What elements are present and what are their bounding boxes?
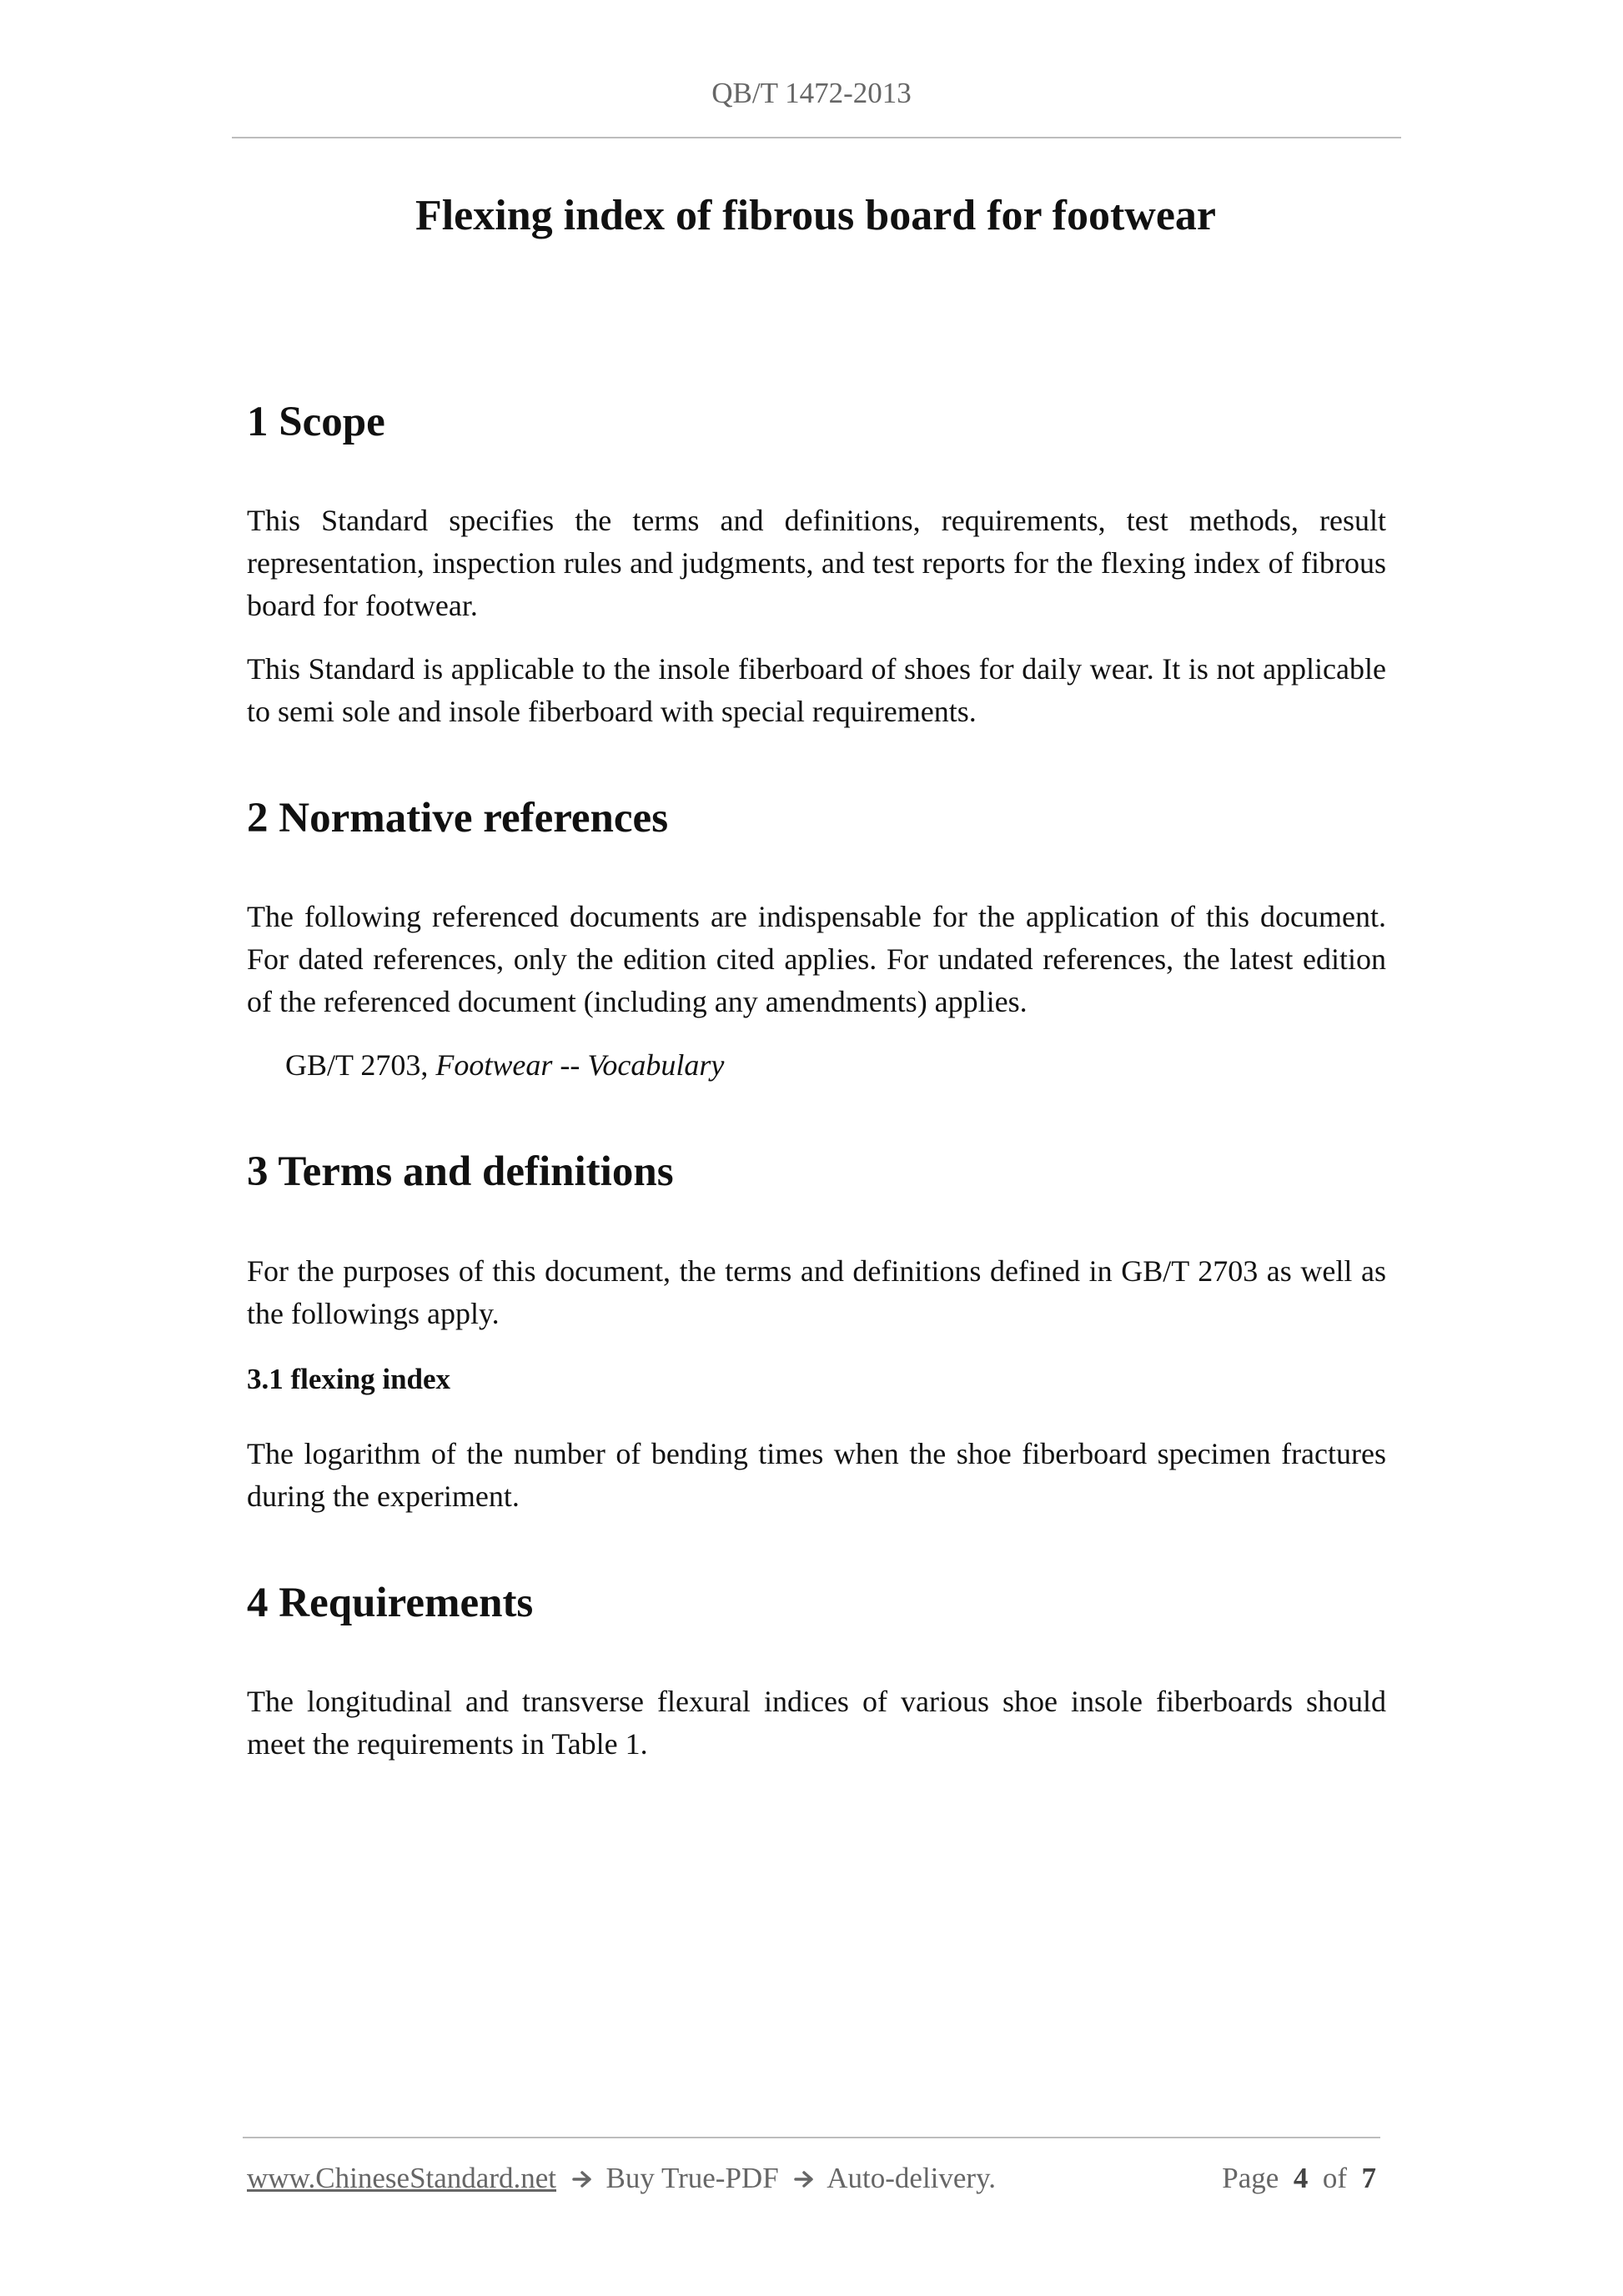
page-total: 7 [1361, 2162, 1376, 2194]
section-heading-normative-references: 2 Normative references [247, 795, 669, 842]
page-label: Page [1222, 2162, 1279, 2194]
section-heading-requirements: 4 Requirements [247, 1580, 534, 1627]
reference-separator: -- [560, 1048, 580, 1083]
section-heading-terms: 3 Terms and definitions [247, 1148, 674, 1196]
document-body [247, 397, 1386, 1766]
term-definition: The logarithm of the number of bending times when the shoe fiberboard specimen fractures during the experiment. [247, 1437, 1386, 1514]
term-heading-flexing-index: 3.1 flexing index [247, 1362, 451, 1395]
buy-pdf-text: Buy True-PDF [605, 2162, 779, 2194]
section-heading-scope: 1 Scope [247, 399, 385, 445]
normative-references-paragraph: The following referenced documents are indispensable for the application of this document. For dated references, only the edition cited applies. For undated references, the latest edition of the referenced document (including any amendments) applies. [247, 900, 1386, 1019]
scope-paragraph-2: This Standard is applicable to the insole fiberboard of shoes for daily wear. It is not applicable to semi sole and insole fiberboard with special requirements. [247, 652, 1386, 729]
scope-paragraph-1: This Standard specifies the terms and definitions, requirements, test methods, result representation, inspection rules and judgments, and test reports for the flexing index of fibrous board for footwear. [247, 504, 1386, 623]
running-header: QB/T 1472-2013 [711, 77, 912, 109]
auto-delivery-text: Auto-delivery. [827, 2162, 997, 2194]
footer-divider [243, 2137, 1380, 2138]
footer-promo [247, 2161, 996, 2196]
document-title: Flexing index of fibrous board for footwear [415, 192, 1217, 239]
page-number: 4 [1293, 2162, 1309, 2194]
page-of-label: of [1322, 2162, 1347, 2194]
website-link[interactable]: www.ChineseStandard.net [247, 2162, 556, 2194]
reference-title-part2: Vocabulary [587, 1048, 725, 1083]
right-arrow-icon [572, 2170, 594, 2188]
reference-item [247, 1044, 1386, 1087]
reference-code: GB/T 2703, [285, 1048, 429, 1083]
page-indicator [1222, 2161, 1376, 2196]
requirements-paragraph: The longitudinal and transverse flexural indices of various shoe insole fiberboards should meet the requirements in Table 1. [247, 1685, 1386, 1761]
terms-paragraph: For the purposes of this document, the terms and definitions defined in GB/T 2703 as well as the followings apply. [247, 1254, 1386, 1330]
reference-title-part1: Footwear [435, 1048, 553, 1083]
header-divider [232, 137, 1401, 138]
right-arrow-icon [794, 2170, 816, 2188]
